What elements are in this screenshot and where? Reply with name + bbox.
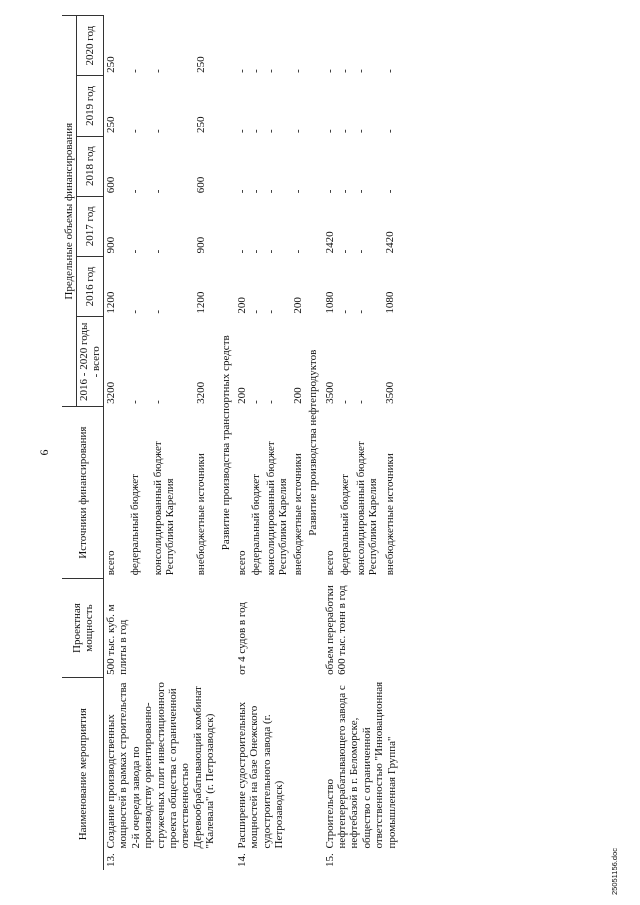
value-year: - (151, 69, 164, 73)
value-total: - (339, 400, 352, 404)
value-year: - (339, 249, 352, 254)
value-total: 3500 (384, 381, 397, 404)
row-number: 15. (323, 853, 336, 867)
measure-name: Создание производственных мощностей в рамках строительства 2-й очереди завода по производству ориентированно-стружечных плит инвестиционного проекта общества с ограниченной ответственностью Деревообрабатывающий комбинат "Калевала" (г. Петрозаводск) (105, 682, 217, 849)
value-total: 3500 (323, 381, 336, 404)
value-year: 1200 (105, 291, 117, 314)
funding-source: всего (105, 550, 117, 576)
header-year-2017: 2017 год (77, 196, 104, 256)
value-year: 600 (195, 176, 208, 194)
header-name: Наименование мероприятия (62, 678, 104, 870)
value-year: - (291, 189, 304, 194)
table-body (104, 16, 399, 871)
value-year: - (323, 189, 336, 194)
value-year: - (354, 69, 367, 73)
header-year-2016: 2016 год (77, 256, 104, 316)
value-year: 600 (105, 176, 117, 194)
value-year: 1080 (323, 291, 336, 314)
table-header (62, 16, 104, 871)
value-year: 1080 (384, 291, 397, 314)
section-title: Развитие производства транспортных средств (219, 335, 232, 551)
value-year: - (323, 129, 336, 134)
value-year: - (264, 129, 277, 134)
funding-source: всего (323, 550, 336, 576)
funding-source: консолидированный бюджет Республики Карелия (264, 441, 290, 576)
value-year: 250 (105, 56, 117, 73)
funding-source: консолидированный бюджет Республики Карелия (354, 441, 380, 576)
project-capacity: объем переработки 600 тыс. тонн в год (323, 585, 348, 675)
project-capacity: от 4 судов в год (236, 602, 249, 675)
value-year: - (384, 69, 397, 73)
value-year: - (339, 69, 352, 73)
value-total: - (264, 400, 277, 404)
header-capacity: Проектная мощность (62, 578, 104, 678)
value-year: 200 (291, 297, 304, 314)
header-year-2018: 2018 год (77, 136, 104, 196)
value-year: - (128, 189, 141, 194)
value-total: 200 (236, 387, 249, 404)
value-year: - (354, 309, 367, 314)
value-year: - (354, 129, 367, 134)
value-total: - (250, 400, 263, 404)
value-year: - (354, 189, 367, 194)
table-row (104, 16, 128, 871)
value-year: - (250, 309, 263, 314)
section-row (305, 16, 322, 871)
value-year: 200 (236, 297, 249, 314)
value-year: - (264, 69, 277, 73)
row-number: 13. (105, 853, 117, 867)
measure-name: Строительство нефтеперерабатывающего завода с нефтебазой в г. Беломорске, общество с ограниченной ответственностью "Инновационная промышленная Группа" (323, 681, 398, 849)
header-total: 2016 - 2020 годы - всего (77, 317, 104, 407)
value-year: 1200 (195, 291, 208, 314)
value-year: - (264, 249, 277, 254)
header-year-2019: 2019 год (77, 76, 104, 136)
value-total: 3200 (105, 381, 117, 404)
header-volumes: Предельные объемы финансирования (62, 16, 77, 407)
value-year: 250 (195, 56, 208, 73)
value-total: - (151, 400, 164, 404)
value-year: - (236, 69, 249, 73)
value-year: - (264, 189, 277, 194)
value-year: - (339, 309, 352, 314)
value-year: - (384, 189, 397, 194)
value-year: - (250, 249, 263, 254)
value-year: - (323, 69, 336, 73)
project-capacity: 500 тыс. куб. м плиты в год (105, 604, 130, 675)
value-year: - (128, 129, 141, 134)
value-year: - (250, 69, 263, 73)
header-sources: Источники финансирования (62, 407, 104, 578)
value-year: - (250, 189, 263, 194)
measure-name: Расширение судостроительных мощностей на базе Онежского судостроительного завода (г. Петрозаводск) (236, 701, 286, 849)
value-year: 900 (105, 236, 117, 254)
value-year: - (339, 189, 352, 194)
value-year: 2420 (384, 231, 397, 254)
value-total: 200 (291, 387, 304, 404)
value-year: - (236, 189, 249, 194)
value-year: - (264, 309, 277, 314)
value-year: - (291, 249, 304, 254)
funding-source: федеральный бюджет (339, 474, 352, 576)
file-name: 25051156.doc (610, 848, 619, 895)
value-year: - (128, 69, 141, 73)
value-year: - (354, 249, 367, 254)
value-year: - (250, 129, 263, 134)
value-year: - (151, 309, 164, 314)
section-title: Развитие производства нефтепродуктов (307, 349, 320, 536)
table-row (323, 16, 339, 871)
funding-source: федеральный бюджет (250, 474, 263, 576)
section-row (218, 16, 235, 871)
funding-source: федеральный бюджет (128, 474, 141, 576)
value-year: - (151, 189, 164, 194)
funding-source: внебюджетные источники (384, 453, 397, 576)
value-year: - (384, 129, 397, 134)
page-number: 6 (37, 449, 51, 456)
table-row (235, 16, 249, 871)
value-year: - (151, 129, 164, 134)
value-year: 2420 (323, 231, 336, 254)
value-year: - (291, 69, 304, 73)
value-total: - (128, 400, 141, 404)
funding-source: всего (236, 550, 249, 576)
value-year: 250 (195, 116, 208, 134)
value-year: - (128, 309, 141, 314)
value-year: - (291, 129, 304, 134)
value-year: - (236, 129, 249, 134)
value-year: - (339, 129, 352, 134)
funding-source: внебюджетные источники (291, 453, 304, 576)
value-year: 250 (105, 116, 117, 134)
row-number: 14. (236, 853, 249, 867)
value-year: - (128, 249, 141, 254)
financing-table (62, 15, 399, 870)
header-year-2020: 2020 год (77, 16, 104, 76)
value-year: 900 (195, 236, 208, 254)
funding-source: внебюджетные источники (195, 453, 208, 576)
value-total: 3200 (195, 381, 208, 404)
value-year: - (236, 249, 249, 254)
funding-source: консолидированный бюджет Республики Карелия (151, 441, 177, 576)
value-total: - (354, 400, 367, 404)
value-year: - (151, 249, 164, 254)
